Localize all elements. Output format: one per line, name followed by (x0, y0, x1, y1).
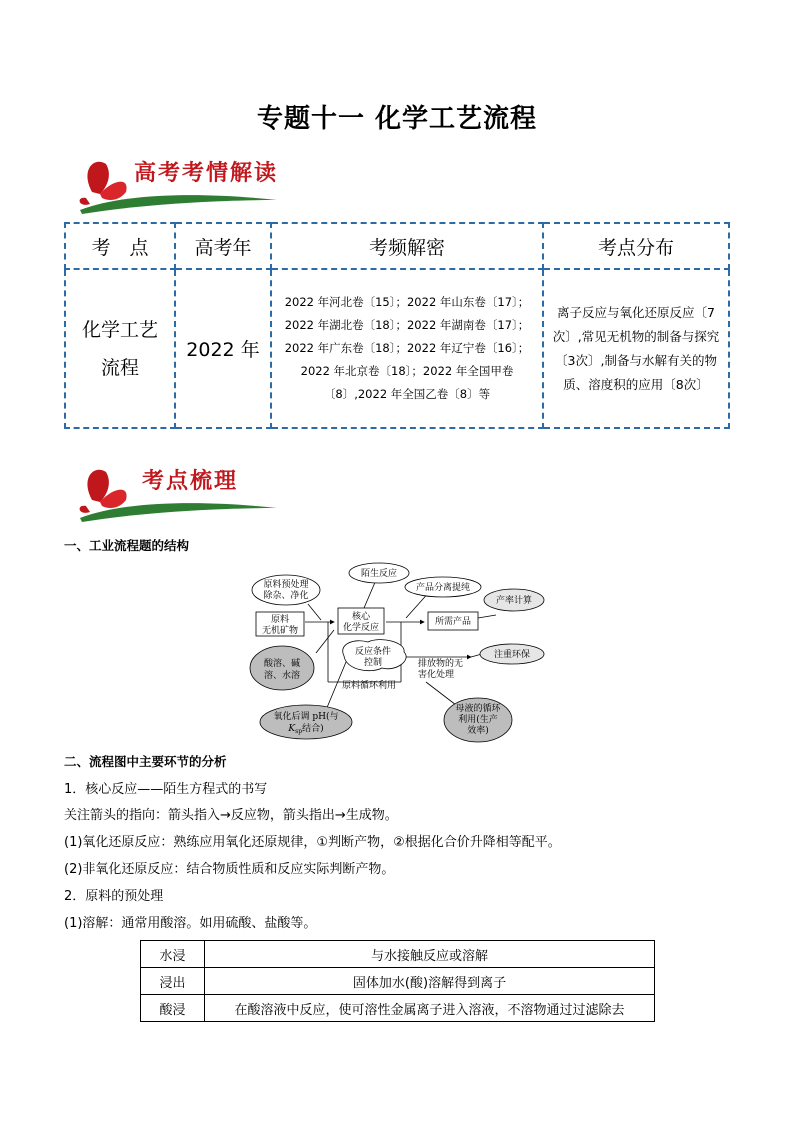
mother-liquor-sublabel2: 效率) (467, 726, 489, 736)
oxid-sublabel: $K_{sp}$结合) (288, 724, 324, 735)
row-value: 在酸溶液中反应，使可溶性金属离子进入溶液，不溶物通过过滤除去 (205, 995, 655, 1022)
row-key: 浸出 (141, 968, 205, 995)
recycle-label: 原料循环利用 (342, 681, 397, 691)
table-row (141, 995, 655, 1022)
yield-label: 产率计算 (495, 596, 533, 606)
flow-diagram (246, 560, 556, 745)
banner-title: 考点梳理 (142, 468, 239, 494)
raw-sublabel: 无机矿物 (261, 626, 299, 636)
unfamiliar-reaction-label: 陌生反应 (360, 569, 398, 579)
row-key: 酸浸 (141, 995, 205, 1022)
separation-label: 产品分离提纯 (415, 583, 471, 593)
core-sublabel: 化学反应 (342, 623, 380, 633)
section-structure: 一、工业流程题的结构 (64, 538, 190, 553)
topic-line1: 化学工艺 (81, 318, 158, 341)
banner-exam-analysis (72, 150, 292, 220)
header-topic: 考 点 (65, 223, 175, 269)
section-analysis: 二、流程图中主要环节的分析 (64, 754, 227, 769)
row-value: 固体加水(酸)溶解得到离子 (205, 968, 655, 995)
mother-liquor-label: 母液的循环 (455, 704, 501, 714)
header-distribution: 考点分布 (543, 223, 729, 269)
banner-key-points (72, 458, 292, 528)
leaching-table (140, 940, 655, 1022)
para-redox: (1)氧化还原反应：熟练应用氧化还原规律，①判断产物，②根据化合价升降相等配平。 (64, 835, 561, 850)
env-label: 注重环保 (493, 650, 531, 660)
pretreat-label: 原料预处理 (263, 580, 309, 590)
product-label: 所需产品 (434, 617, 472, 627)
condition-sublabel: 控制 (363, 658, 383, 668)
banner-title: 高考考情解读 (134, 160, 279, 186)
page-title: 专题十一 化学工艺流程 (256, 104, 538, 134)
cell-distribution: 离子反应与氧化还原反应〔7次〕,常见无机物的制备与探究〔3次〕,制备与水解有关的物质、溶度积的应用〔8次〕 (543, 269, 729, 428)
pretreat-sublabel: 除杂、净化 (263, 591, 309, 601)
row-value: 与水接触反应或溶解 (205, 941, 655, 968)
row-key: 水浸 (141, 941, 205, 968)
para-dissolve: (1)溶解：通常用酸溶。如用硫酸、盐酸等。 (64, 916, 317, 931)
mother-liquor-sublabel: 利用(生产 (458, 715, 498, 725)
discharge-sublabel: 害化处理 (418, 670, 455, 680)
cell-papers: 2022 年河北卷〔15〕；2022 年山东卷〔17〕；2022 年湖北卷〔18〕；2022 年湖南卷〔17〕；2022 年广东卷〔18〕；2022 年辽宁卷〔16〕；2022 年北京卷〔18〕；2022 年全国甲卷〔8〕,2022 年全国乙卷〔8〕等 (271, 269, 543, 428)
para-pretreatment: 2．原料的预处理 (64, 889, 164, 904)
dissolve-label: 酸溶、碱 (263, 659, 301, 669)
discharge-label: 排放物的无 (418, 659, 464, 669)
condition-label: 反应条件 (354, 647, 392, 657)
header-papers: 考频解密 (271, 223, 543, 269)
core-label: 核心 (351, 612, 371, 622)
topic-line2: 流程 (100, 356, 139, 379)
cell-topic (65, 269, 175, 428)
table-row (141, 968, 655, 995)
para-non-redox: (2)非氧化还原反应：结合物质性质和反应实际判断产物。 (64, 862, 395, 877)
table-row (141, 941, 655, 968)
oxid-label: 氧化后调 pH(与 (273, 712, 339, 722)
cell-year: 2022 年 (175, 269, 271, 428)
para-arrow-note: 关注箭头的指向：箭头指入→反应物，箭头指出→生成物。 (64, 808, 398, 823)
dissolve-sublabel: 溶、水溶 (263, 671, 301, 681)
raw-label: 原料 (270, 615, 290, 625)
exam-table (64, 222, 730, 429)
para-core-reaction: 1．核心反应——陌生方程式的书写 (64, 782, 268, 797)
header-year: 高考年 (175, 223, 271, 269)
